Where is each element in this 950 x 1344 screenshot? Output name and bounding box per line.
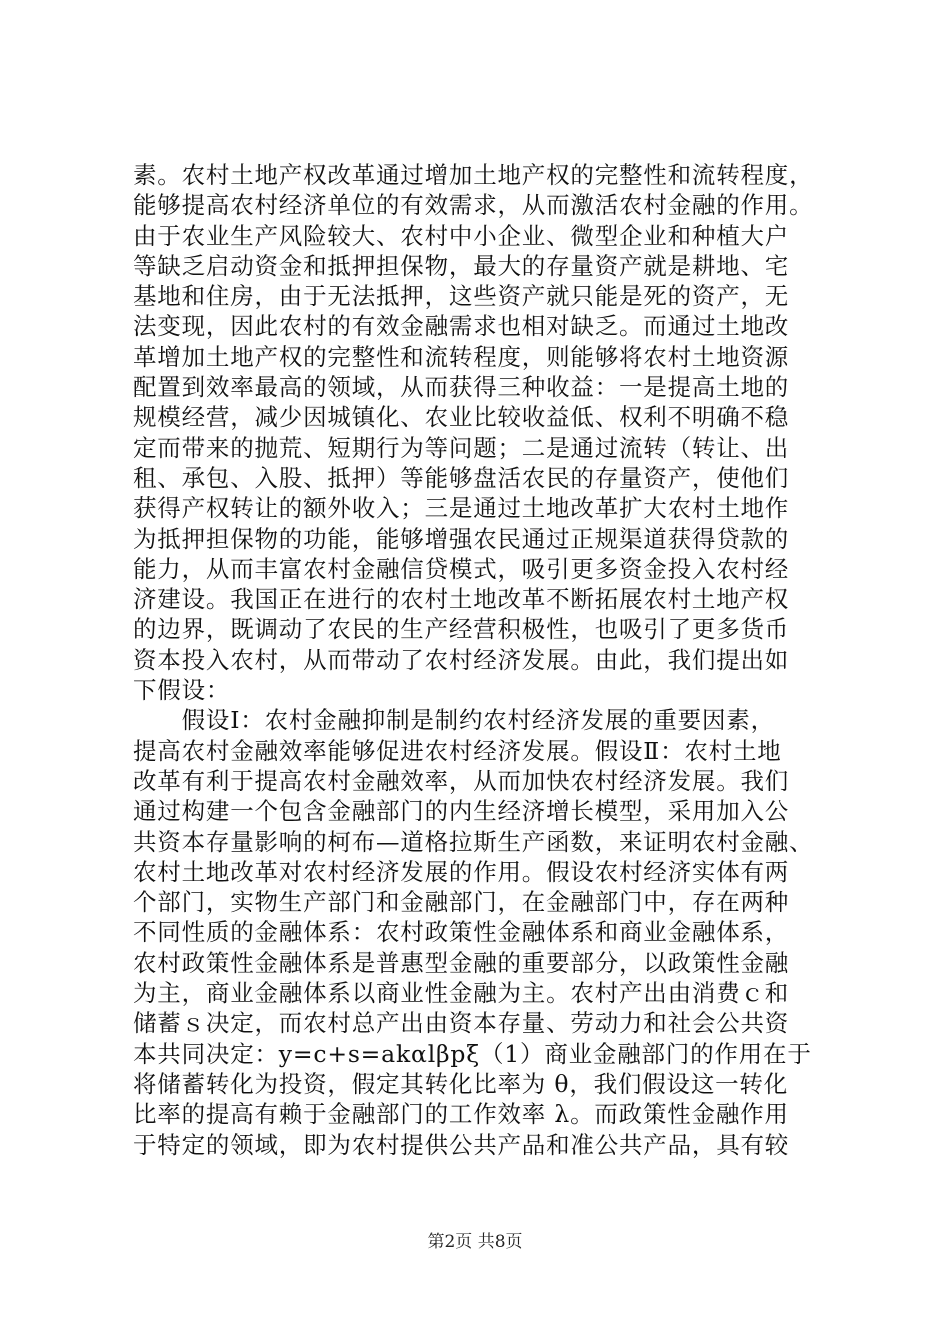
text-line: 等缺乏启动资金和抵押担保物，最大的存量资产就是耕地、宅 — [133, 251, 790, 280]
text-line: 资本投入农村，从而带动了农村经济发展。由此，我们提出如 — [133, 645, 790, 674]
text-line: 不同性质的金融体系：农村政策性金融体系和商业金融体系， — [133, 918, 790, 947]
text-line: 本共同决定：y=c+s=akαlβpξ（1）商业金融部门的作用在于 — [133, 1039, 812, 1068]
text-line: 下假设： — [133, 676, 231, 705]
text-line: 能力，从而丰富农村金融信贷模式，吸引更多资金投入农村经 — [133, 554, 790, 583]
text-line: 配置到效率最高的领域，从而获得三种收益：一是提高土地的 — [133, 373, 790, 402]
text-line: 规模经营，减少因城镇化、农业比较收益低、权利不明确不稳 — [133, 403, 790, 432]
text-line: 农村政策性金融体系是普惠型金融的重要部分，以政策性金融 — [133, 948, 790, 977]
text-line: 为主，商业金融体系以商业性金融为主。农村产出由消费ｃ和 — [133, 979, 790, 1008]
page-number: 第2页 共8页 — [427, 1232, 523, 1252]
text-line: 济建设。我国正在进行的农村土地改革不断拓展农村土地产权 — [133, 585, 790, 614]
text-line: 租、承包、入股、抵押）等能够盘活农民的存量资产，使他们 — [133, 463, 790, 492]
text-line: 革增加土地产权的完整性和流转程度，则能够将农村土地资源 — [133, 342, 790, 371]
text-line: 将储蓄转化为投资，假定其转化比率为 θ，我们假设这一转化 — [133, 1069, 789, 1098]
text-line: 比率的提高有赖于金融部门的工作效率 λ。而政策性金融作用 — [133, 1100, 789, 1129]
text-line: 定而带来的抛荒、短期行为等问题；二是通过流转（转让、出 — [133, 433, 790, 462]
text-line: 储蓄ｓ决定，而农村总产出由资本存量、劳动力和社会公共资 — [133, 1009, 790, 1038]
text-line: 的边界，既调动了农民的生产经营积极性，也吸引了更多货币 — [133, 615, 790, 644]
text-line: 假设Ⅰ：农村金融抑制是制约农村经济发展的重要因素， — [133, 706, 775, 735]
text-line: 通过构建一个包含金融部门的内生经济增长模型，采用加入公 — [133, 797, 790, 826]
text-line: 个部门，实物生产部门和金融部门，在金融部门中，存在两种 — [133, 888, 790, 917]
text-line: 农村土地改革对农村经济发展的作用。假设农村经济实体有两 — [133, 857, 790, 886]
text-line: 共资本存量影响的柯布—道格拉斯生产函数，来证明农村金融、 — [133, 827, 814, 856]
text-line: 获得产权转让的额外收入；三是通过土地改革扩大农村土地作 — [133, 494, 790, 523]
text-line: 能够提高农村经济单位的有效需求，从而激活农村金融的作用。 — [133, 191, 814, 220]
text-line: 基地和住房，由于无法抵押，这些资产就只能是死的资产，无 — [133, 282, 790, 311]
text-line: 法变现，因此农村的有效金融需求也相对缺乏。而通过土地改 — [133, 312, 790, 341]
text-line: 素。农村土地产权改革通过增加土地产权的完整性和流转程度， — [133, 161, 814, 189]
page-footer — [0, 1230, 950, 1254]
text-line: 改革有利于提高农村金融效率，从而加快农村经济发展。我们 — [133, 766, 790, 795]
text-line: 于特定的领域，即为农村提供公共产品和准公共产品，具有较 — [133, 1130, 790, 1159]
body-text — [133, 160, 833, 1160]
text-line: 提高农村金融效率能够促进农村经济发展。假设Ⅱ：农村土地 — [133, 736, 782, 765]
text-line: 为抵押担保物的功能，能够增强农民通过正规渠道获得贷款的 — [133, 524, 790, 553]
text-line: 由于农业生产风险较大、农村中小企业、微型企业和种植大户 — [133, 221, 790, 250]
